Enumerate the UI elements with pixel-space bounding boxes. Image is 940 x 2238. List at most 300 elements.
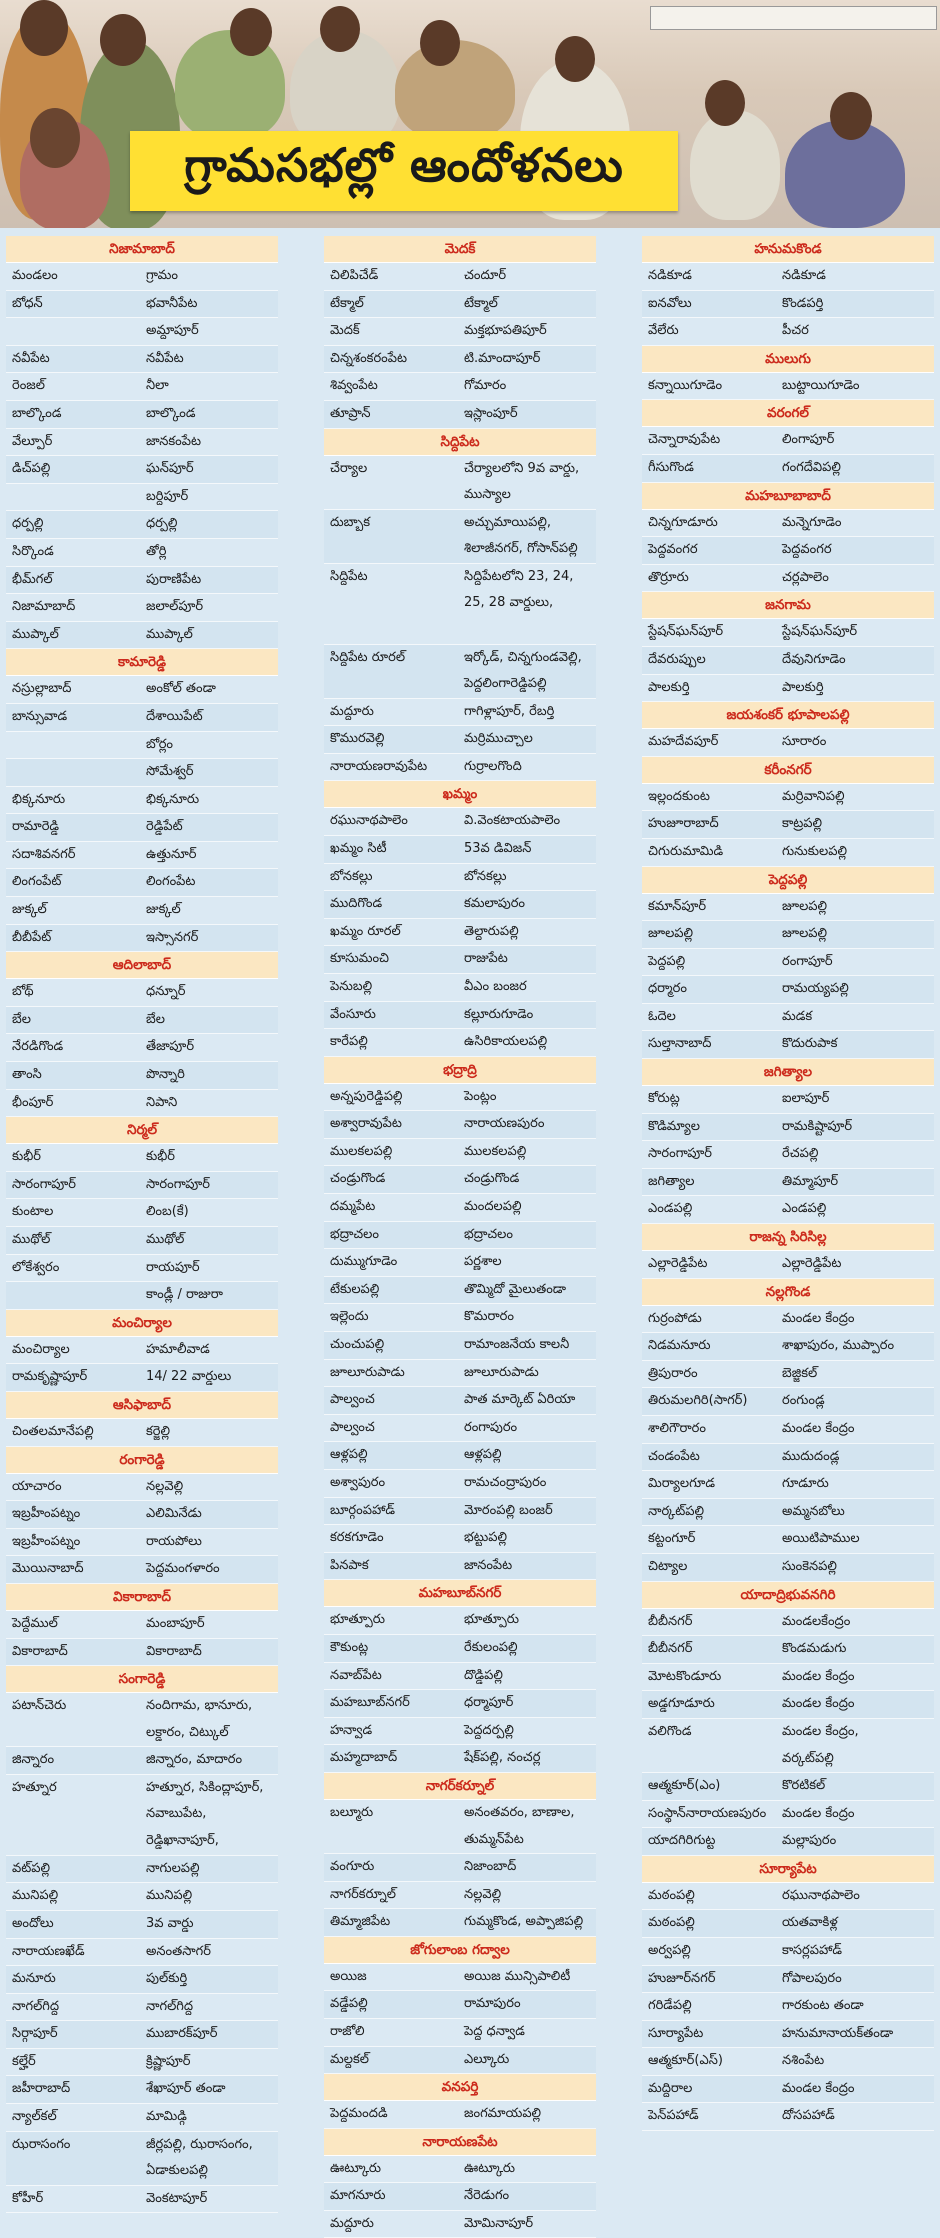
table-row bbox=[324, 1718, 596, 1746]
district-header: భద్రాద్రి bbox=[324, 1057, 596, 1084]
district-table bbox=[6, 979, 278, 1117]
village-cell bbox=[142, 979, 278, 1006]
mandal-cell: జహీరాబాద్ bbox=[12, 2081, 71, 2097]
district-table bbox=[642, 1251, 934, 1279]
village-text: కాసర్లపహాడ్ bbox=[782, 1942, 842, 1958]
mandal-cell: సంస్థాన్‌నారాయణపురం bbox=[648, 1805, 767, 1821]
table-row bbox=[324, 1249, 596, 1277]
village-text: రాయపోలు bbox=[146, 1533, 202, 1549]
village-text: కొరటికల్ bbox=[782, 1777, 826, 1793]
village-text: గుర్రాలగొంది bbox=[464, 758, 522, 774]
table-row bbox=[6, 429, 278, 457]
mandal-cell: ఖమ్మం సిటీ bbox=[330, 840, 387, 856]
village-text: జుక్కల్ bbox=[146, 902, 181, 918]
village-text: ధర్మాపూర్ bbox=[464, 1695, 514, 1711]
village-text: అనంతసాగర్ bbox=[146, 1943, 211, 1959]
mandal-cell: అర్వపల్లి bbox=[648, 1942, 691, 1958]
district-header: వికారాబాద్ bbox=[6, 1584, 278, 1611]
table-row bbox=[324, 1800, 596, 1854]
table-row bbox=[6, 2076, 278, 2104]
mandal-cell: నారాయణరావుపేట bbox=[330, 758, 428, 774]
table-row bbox=[642, 1691, 934, 1719]
table-row bbox=[324, 510, 596, 564]
table-row bbox=[6, 1966, 278, 1994]
district-section bbox=[324, 1580, 596, 1773]
mandal-cell: వంగూరు bbox=[330, 1858, 375, 1874]
mandal-cell: వట్‌పల్లి bbox=[12, 1860, 51, 1876]
village-text: నాగల్‌గిద్ద bbox=[146, 1998, 194, 2014]
village-text: ఎండపల్లి bbox=[782, 1201, 827, 1217]
table-row bbox=[324, 1304, 596, 1332]
district-header: వనపర్తి bbox=[324, 2074, 596, 2101]
mandal-cell: హత్నూర bbox=[12, 1779, 57, 1795]
village-cell bbox=[142, 704, 278, 731]
village-text: ఇస్సానగర్ bbox=[146, 929, 199, 945]
district-section bbox=[6, 1117, 278, 1310]
mandal-cell: దుబ్బాక bbox=[330, 514, 371, 530]
village-cell bbox=[460, 1249, 596, 1276]
table-row bbox=[642, 1719, 934, 1773]
mandal-cell bbox=[6, 318, 142, 345]
table-row bbox=[642, 1664, 934, 1692]
district-section bbox=[6, 1310, 278, 1392]
village-cell bbox=[142, 2076, 278, 2103]
mandal-cell: బాల్కొండ bbox=[12, 405, 62, 421]
village-text: ఊట్కూరు bbox=[464, 2160, 516, 2176]
village-text: రంగుండ్ల bbox=[782, 1393, 825, 1409]
mandal-cell bbox=[6, 759, 142, 786]
mandal-cell: హన్వాడ bbox=[330, 1722, 373, 1738]
mandal-cell: మహ్మదాబాద్ bbox=[330, 1750, 398, 1766]
table-row bbox=[642, 2103, 934, 2131]
village-text-continued: ముస్యాల bbox=[464, 487, 511, 503]
village-cell bbox=[460, 318, 596, 345]
village-text: నందిగామ, భానూరు, bbox=[146, 1698, 253, 1714]
village-cell bbox=[460, 1663, 596, 1690]
district-table bbox=[324, 1964, 596, 2074]
table-row bbox=[642, 1801, 934, 1829]
district-table bbox=[6, 1474, 278, 1584]
village-cell bbox=[778, 2048, 934, 2075]
table-row bbox=[6, 1775, 278, 1856]
village-cell bbox=[778, 811, 934, 838]
village-cell bbox=[778, 2021, 934, 2048]
district-section bbox=[642, 1856, 934, 2131]
table-row bbox=[6, 814, 278, 842]
village-cell bbox=[778, 1196, 934, 1223]
village-text: మడక bbox=[782, 1008, 813, 1024]
table-row bbox=[324, 946, 596, 974]
village-cell bbox=[778, 1526, 934, 1553]
table-row bbox=[6, 346, 278, 374]
village-text: గూడూరు bbox=[782, 1476, 829, 1492]
village-text: బోనకల్లు bbox=[464, 868, 507, 884]
village-cell bbox=[460, 1635, 596, 1662]
village-text: రామాంజనేయ కాలనీ bbox=[464, 1337, 570, 1353]
village-text: కాట్రపల్లి bbox=[782, 816, 823, 832]
table-row bbox=[324, 1139, 596, 1167]
village-text: ధర్పల్లి bbox=[146, 516, 178, 532]
mandal-cell: కొడిమ్యాల bbox=[648, 1118, 700, 1134]
table-row bbox=[642, 1993, 934, 2021]
mandal-cell: ములకలపల్లి bbox=[330, 1143, 393, 1159]
village-text: 14/ 22 వార్డులు bbox=[146, 1369, 232, 1385]
village-cell bbox=[778, 427, 934, 454]
village-text: బుట్టాయిగూడెం bbox=[782, 377, 860, 393]
village-text: పెద్దమంగళారం bbox=[146, 1561, 220, 1577]
table-row bbox=[642, 976, 934, 1004]
table-row bbox=[642, 811, 934, 839]
village-cell bbox=[142, 1419, 278, 1446]
mandal-cell: మహదేవపూర్ bbox=[648, 734, 719, 750]
district-table bbox=[642, 427, 934, 482]
table-row bbox=[6, 1556, 278, 1584]
mandal-cell: బూర్గంపహాడ్ bbox=[330, 1502, 396, 1518]
table-row bbox=[324, 2211, 596, 2238]
village-cell bbox=[142, 1199, 278, 1226]
village-cell bbox=[142, 401, 278, 428]
mandal-cell: టేకులపల్లి bbox=[330, 1281, 380, 1297]
village-cell bbox=[460, 2047, 596, 2074]
mandal-cell: వేల్పూర్ bbox=[12, 433, 53, 449]
village-text: పొన్నారి bbox=[146, 1067, 185, 1083]
village-text: చేర్యాలలోని 9వ వార్డు, bbox=[464, 460, 580, 476]
village-text: మంబాపూర్ bbox=[146, 1615, 205, 1631]
village-text: మల్లాపురం bbox=[782, 1833, 837, 1849]
table-row bbox=[6, 704, 278, 732]
table-row bbox=[6, 869, 278, 897]
district-header: జగిత్యాల bbox=[642, 1059, 934, 1086]
district-section bbox=[324, 1937, 596, 2074]
village-cell bbox=[460, 1470, 596, 1497]
district-table bbox=[324, 263, 596, 429]
table-row bbox=[324, 1854, 596, 1882]
village-text: దొడ్డిపల్లి bbox=[464, 1667, 503, 1683]
table-row bbox=[324, 1470, 596, 1498]
mandal-cell: ఆళ్లపల్లి bbox=[330, 1447, 368, 1463]
village-text-continued: ఏడాకులపల్లి bbox=[146, 2163, 208, 2179]
table-row bbox=[6, 1419, 278, 1447]
table-row bbox=[324, 1277, 596, 1305]
village-cell bbox=[142, 2132, 278, 2185]
table-row bbox=[642, 784, 934, 812]
table-row bbox=[6, 1227, 278, 1255]
district-table bbox=[6, 1693, 278, 2213]
village-cell bbox=[142, 2049, 278, 2076]
mandal-cell: జుక్కల్ bbox=[12, 902, 47, 918]
village-cell bbox=[778, 2076, 934, 2103]
mandal-cell: కోరుట్ల bbox=[648, 1091, 680, 1107]
table-row bbox=[6, 484, 278, 512]
village-text: హత్నూర, సికింద్లాపూర్, bbox=[146, 1779, 264, 1795]
village-text: మునిపల్లి bbox=[146, 1888, 193, 1904]
mandal-cell: మఠంపల్లి bbox=[648, 1887, 695, 1903]
village-text: రాయపూర్ bbox=[146, 1259, 200, 1275]
village-text: రామాపురం bbox=[464, 1996, 521, 2012]
village-text: ఎల్కూరు bbox=[464, 2051, 510, 2067]
village-cell bbox=[142, 484, 278, 511]
village-text: మోరంపల్లి బంజర్ bbox=[464, 1502, 553, 1518]
mandal-cell: చిగురుమామిడి bbox=[648, 843, 724, 859]
mandal-cell: మెదక్ bbox=[330, 323, 360, 339]
district-section bbox=[6, 1666, 278, 2213]
district-table bbox=[642, 1609, 934, 1856]
mandal-cell: అందోలు bbox=[12, 1915, 54, 1931]
village-cell bbox=[142, 676, 278, 703]
table-row bbox=[642, 1361, 934, 1389]
mandal-cell: ఇబ్రహీంపట్నం bbox=[12, 1533, 81, 1549]
district-header: సంగారెడ్డి bbox=[6, 1666, 278, 1693]
table-row bbox=[324, 891, 596, 919]
mandal-cell: జిన్నారం bbox=[12, 1752, 55, 1768]
mandal-cell: గీసుగొండ bbox=[648, 459, 694, 475]
village-text: మామిడ్గి bbox=[146, 2109, 187, 2125]
mandal-cell: పినపాక bbox=[330, 1557, 369, 1573]
table-row bbox=[642, 1609, 934, 1637]
district-section bbox=[6, 236, 278, 649]
village-text: నల్లవెల్లి bbox=[464, 1886, 502, 1902]
mandal-cell: చిన్నశంకరంపేట bbox=[330, 350, 408, 366]
mandal-cell: దమ్మపేట bbox=[330, 1199, 376, 1215]
village-cell bbox=[778, 894, 934, 921]
mandal-cell: రెంజల్ bbox=[12, 378, 46, 394]
table-row bbox=[324, 2019, 596, 2047]
table-row bbox=[642, 1444, 934, 1472]
village-text: ఆళ్లపల్లి bbox=[464, 1447, 502, 1463]
district-table bbox=[6, 1419, 278, 1447]
village-text: మర్రిముచ్చాల bbox=[464, 731, 533, 747]
village-text: లింబ(కే) bbox=[146, 1204, 189, 1220]
table-row bbox=[6, 1501, 278, 1529]
village-cell bbox=[778, 1169, 934, 1196]
district-table bbox=[324, 1800, 596, 1937]
table-row bbox=[324, 1029, 596, 1057]
village-cell bbox=[460, 2156, 596, 2183]
table-row bbox=[324, 1111, 596, 1139]
village-text: బాల్కొండ bbox=[146, 405, 196, 421]
mandal-cell: కౌకుంట్ల bbox=[330, 1639, 369, 1655]
mandal-cell: అయిజ bbox=[330, 1968, 367, 1984]
village-text: మండల కేంద్రం bbox=[782, 1421, 855, 1436]
table-row bbox=[324, 864, 596, 892]
village-text: స్టేషన్‌ఘన్‌పూర్ bbox=[782, 624, 858, 640]
village-text: 3వ వార్డు bbox=[146, 1915, 194, 1931]
village-text: నిజాంబాద్ bbox=[464, 1858, 517, 1874]
table-row bbox=[6, 1911, 278, 1939]
mandal-cell: పెద్దమందడి bbox=[330, 2106, 388, 2122]
village-cell bbox=[778, 1609, 934, 1636]
village-text: నేరెడుగం bbox=[464, 2188, 510, 2204]
mandal-cell: ఐనవోలు bbox=[648, 295, 692, 311]
village-cell bbox=[778, 2103, 934, 2130]
district-section bbox=[6, 1584, 278, 1666]
table-row bbox=[324, 1745, 596, 1773]
village-cell bbox=[460, 1277, 596, 1304]
village-cell bbox=[460, 1415, 596, 1442]
district-header: నాగర్‌కర్నూల్ bbox=[324, 1773, 596, 1800]
village-cell bbox=[142, 2186, 278, 2213]
village-cell bbox=[460, 2019, 596, 2046]
table-row bbox=[6, 2186, 278, 2214]
village-text: పుల్‌కుర్తి bbox=[146, 1971, 188, 1987]
village-text: నీలా bbox=[146, 378, 169, 394]
district-header: సూర్యాపేట bbox=[642, 1856, 934, 1883]
table-row bbox=[642, 510, 934, 538]
village-text: రేచపల్లి bbox=[782, 1146, 819, 1162]
district-header: మెదక్ bbox=[324, 236, 596, 263]
table-row bbox=[642, 1031, 934, 1059]
village-text: అచ్చుమాయిపల్లి, bbox=[464, 514, 552, 530]
district-table bbox=[6, 676, 278, 952]
table-row bbox=[642, 2021, 934, 2049]
village-text: టేక్మాల్ bbox=[464, 295, 498, 311]
mandal-cell: భద్రాచలం bbox=[330, 1226, 379, 1242]
mandal-cell: న్యాల్‌కల్ bbox=[12, 2109, 57, 2125]
table-row bbox=[6, 1939, 278, 1967]
village-text: ఐలాపూర్ bbox=[782, 1091, 830, 1107]
village-text: జిన్నారం, మాదారం bbox=[146, 1752, 243, 1768]
table-row bbox=[324, 1166, 596, 1194]
district-columns bbox=[0, 236, 940, 2238]
table-row bbox=[642, 1333, 934, 1361]
district-header: హనుమకొండ bbox=[642, 236, 934, 263]
village-cell bbox=[142, 456, 278, 483]
village-text: సుంకెనపల్లి bbox=[782, 1558, 837, 1574]
table-row bbox=[324, 836, 596, 864]
village-text: మోమినాపూర్ bbox=[464, 2215, 534, 2231]
mandal-cell: పెద్దవంగర bbox=[648, 542, 698, 558]
village-text: పెద్దదర్పల్లి bbox=[464, 1722, 514, 1738]
mandal-cell: నార్కట్‌పల్లి bbox=[648, 1503, 705, 1519]
village-cell bbox=[778, 263, 934, 290]
village-cell bbox=[460, 754, 596, 781]
mandal-cell: ఇబ్రహీంపట్నం bbox=[12, 1506, 81, 1522]
village-text: నశింపేట bbox=[782, 2053, 825, 2069]
district-header: రాజన్న సిరిసిల్ల bbox=[642, 1224, 934, 1251]
table-row bbox=[6, 732, 278, 760]
village-text: భవానీపేట bbox=[146, 295, 198, 311]
village-text: పెద్ద ధన్వాడ bbox=[464, 2023, 525, 2039]
village-text: అయిటిపాముల bbox=[782, 1531, 860, 1547]
table-row bbox=[642, 1966, 934, 1994]
mandal-cell: కొముర‌వెల్లి bbox=[330, 731, 385, 747]
mandal-cell: మునిపల్లి bbox=[12, 1888, 59, 1904]
village-cell bbox=[142, 1856, 278, 1883]
village-cell bbox=[460, 1964, 596, 1991]
village-text-continued: వర్కట్‌పల్లి bbox=[782, 1750, 834, 1766]
village-cell bbox=[460, 1194, 596, 1221]
mandal-cell: నిడమనూరు bbox=[648, 1338, 711, 1354]
district-section bbox=[642, 346, 934, 401]
table-row bbox=[6, 925, 278, 953]
table-row bbox=[642, 427, 934, 455]
district-header: నల్లగొండ bbox=[642, 1279, 934, 1306]
village-text: తిమ్మాపూర్ bbox=[782, 1173, 839, 1189]
mandal-cell: మనూరు bbox=[12, 1971, 56, 1987]
table-row bbox=[642, 619, 934, 647]
mandal-cell bbox=[6, 1282, 142, 1309]
mandal-cell: పాలకుర్తి bbox=[648, 679, 690, 695]
village-text: వెంకటాపూర్ bbox=[146, 2190, 208, 2206]
table-row bbox=[642, 1004, 934, 1032]
mandal-cell: రఘునాథపాలెం bbox=[330, 813, 408, 829]
village-cell bbox=[778, 839, 934, 866]
village-cell bbox=[460, 919, 596, 946]
village-cell bbox=[460, 346, 596, 373]
village-text: వీఎం బంజర bbox=[464, 978, 527, 994]
mandal-cell: వికారాబాద్ bbox=[12, 1643, 68, 1659]
village-cell bbox=[778, 455, 934, 482]
mandal-cell: తూప్రాన్ bbox=[330, 405, 371, 421]
table-row bbox=[324, 1332, 596, 1360]
mandal-cell: కుభీర్ bbox=[12, 1149, 42, 1165]
village-text: కొమరారం bbox=[464, 1309, 514, 1325]
district-section bbox=[642, 702, 934, 757]
village-text: లింగంపేట bbox=[146, 874, 196, 890]
mandal-cell: చెన్నారావుపేట bbox=[648, 432, 721, 448]
column-1 bbox=[6, 236, 278, 2238]
mandal-cell: నేరడిగొండ bbox=[12, 1039, 64, 1055]
table-row bbox=[324, 346, 596, 374]
village-cell bbox=[460, 1553, 596, 1580]
village-text: సిద్దిపేటలోని 23, 24, bbox=[464, 568, 574, 584]
district-header: ఆసిఫాబాద్ bbox=[6, 1392, 278, 1419]
village-text: యతవాకిళ్ల bbox=[782, 1915, 838, 1931]
village-text: పర్ణశాల bbox=[464, 1254, 502, 1270]
village-cell bbox=[460, 1607, 596, 1634]
village-text: రంగాపురం bbox=[464, 1419, 518, 1435]
village-text: కాండ్లీ / రాజురా bbox=[146, 1287, 223, 1303]
page-title: గ్రామసభల్లో ఆందోళనలు bbox=[184, 138, 624, 192]
village-cell bbox=[142, 1364, 278, 1391]
district-header: యాదాద్రిభువనగిరి bbox=[642, 1582, 934, 1609]
table-row bbox=[324, 456, 596, 510]
village-text: ఇర్కోడ్, చిన్నగుండవెల్లి, bbox=[464, 649, 582, 665]
village-cell bbox=[460, 291, 596, 318]
table-row bbox=[6, 1199, 278, 1227]
table-row bbox=[642, 1388, 934, 1416]
table-row bbox=[642, 1169, 934, 1197]
village-text: కొండపర్తి bbox=[782, 295, 824, 311]
mandal-cell: సిద్దిపేట bbox=[330, 568, 368, 584]
village-cell bbox=[460, 510, 596, 563]
mandal-cell: బీబీనగర్ bbox=[648, 1641, 693, 1657]
mandal-cell: సిర్గాపూర్ bbox=[12, 2026, 58, 2042]
mandal-cell: చిలిపిచేడ్ bbox=[330, 268, 379, 283]
table-row bbox=[6, 1062, 278, 1090]
village-cell bbox=[778, 1086, 934, 1113]
village-text: ఎలిమినేడు bbox=[146, 1506, 202, 1522]
mandal-cell: మండలం bbox=[12, 268, 58, 283]
village-text: చర్లపాలెం bbox=[782, 569, 829, 585]
district-table bbox=[642, 619, 934, 702]
mandal-cell: మల్దకల్ bbox=[330, 2051, 369, 2067]
table-row bbox=[324, 401, 596, 429]
table-row bbox=[642, 1141, 934, 1169]
village-text: పెద్దవంగర bbox=[782, 542, 832, 558]
mandal-cell: ఆత్మకూర్(ఎస్) bbox=[648, 2053, 723, 2069]
table-row bbox=[642, 2076, 934, 2104]
village-cell bbox=[142, 318, 278, 345]
table-row bbox=[642, 1114, 934, 1142]
village-text: చండ్రుగొండ bbox=[464, 1171, 520, 1187]
district-table bbox=[642, 373, 934, 401]
table-row bbox=[324, 1635, 596, 1663]
mandal-cell: కమాన్‌పూర్ bbox=[648, 898, 707, 914]
district-header: జనగామ bbox=[642, 592, 934, 619]
mandal-cell: జూలపల్లి bbox=[648, 926, 694, 942]
mandal-cell: చండంపేట bbox=[648, 1448, 700, 1464]
